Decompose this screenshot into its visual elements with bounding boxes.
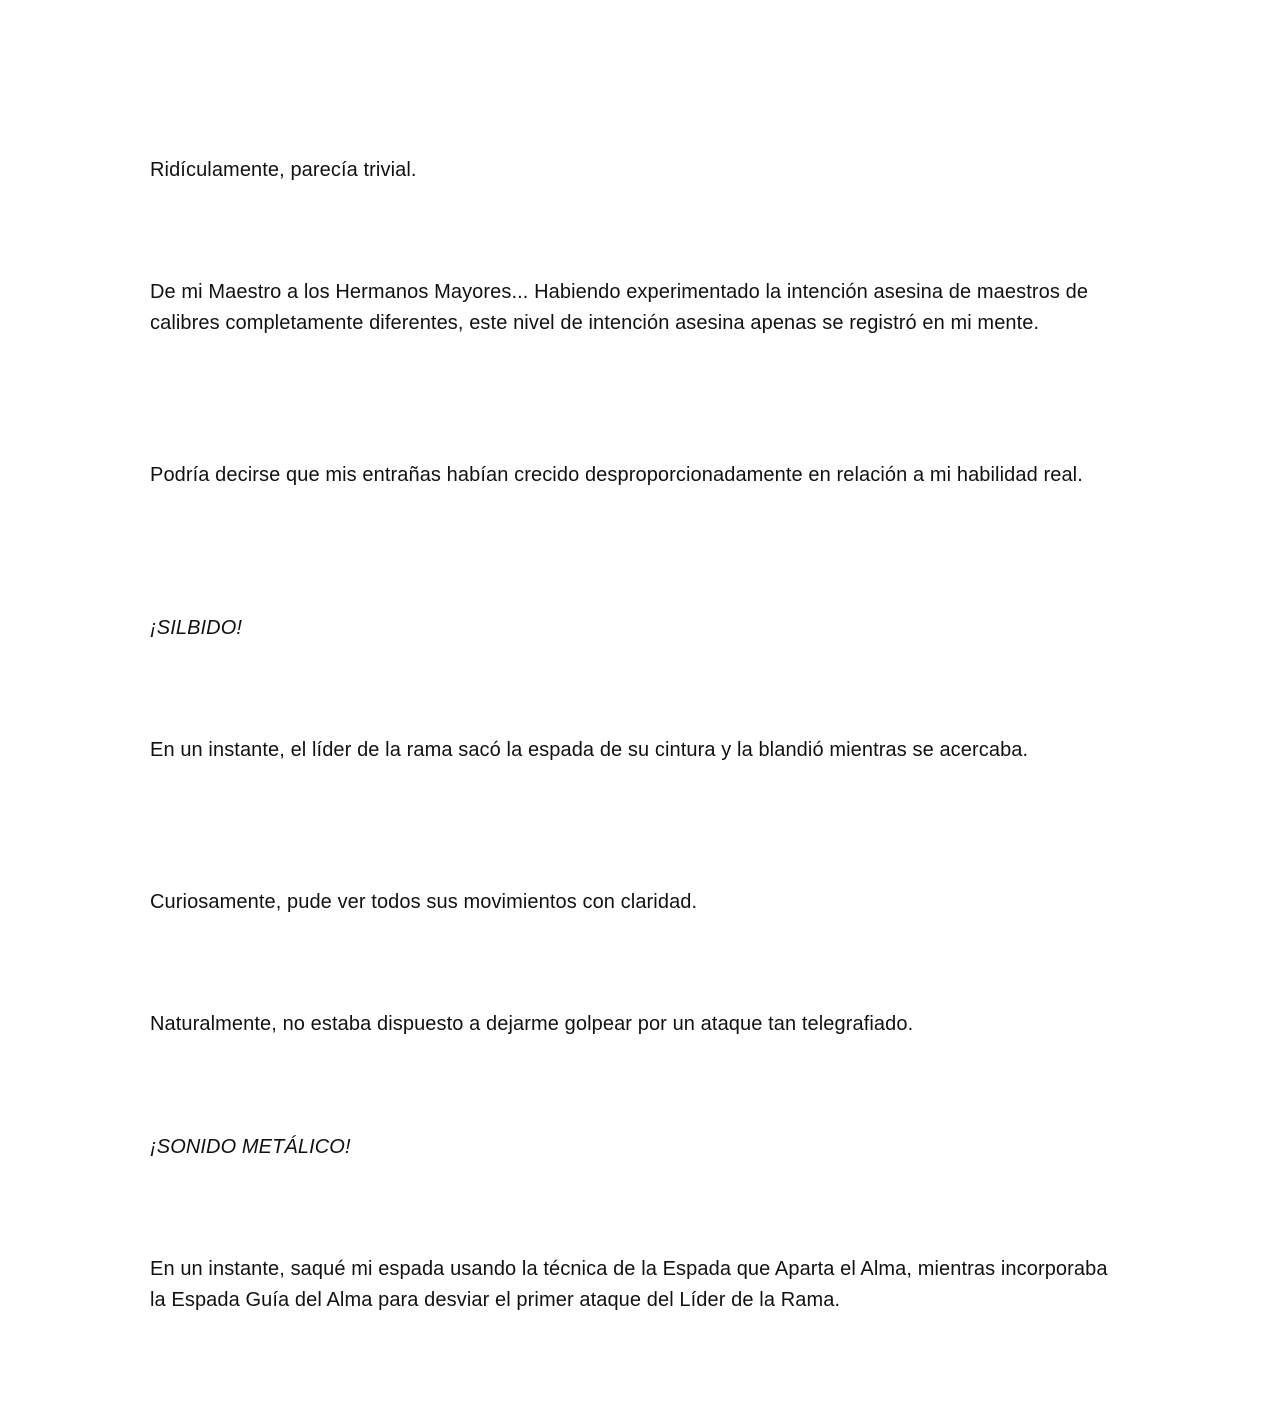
paragraph: Ridículamente, parecía trivial. bbox=[150, 159, 417, 181]
paragraph: En un instante, saqué mi espada usando la técnica de la Espada que Aparta el Alma, mientras incorporaba la Espada Guía del Alma para desviar el primer ataque del Líder de la Rama. bbox=[150, 1258, 1108, 1311]
paragraph: En un instante, el líder de la rama sacó la espada de su cintura y la blandió mientras se acercaba. bbox=[150, 739, 1029, 761]
paragraph: Naturalmente, no estaba dispuesto a dejarme golpear por un ataque tan telegrafiado. bbox=[150, 1013, 914, 1035]
paragraph: Podría decirse que mis entrañas habían crecido desproporcionadamente en relación a mi habilidad real. bbox=[150, 464, 1083, 486]
sound-effect-paragraph: ¡SILBIDO! bbox=[150, 617, 243, 639]
paragraph: De mi Maestro a los Hermanos Mayores... Habiendo experimentado la intención asesina de maestros de calibres completamente diferentes, este nivel de intención asesina apenas se registró en mi mente. bbox=[150, 281, 1089, 334]
sound-effect-paragraph: ¡SONIDO METÁLICO! bbox=[150, 1136, 351, 1158]
paragraph: Curiosamente, pude ver todos sus movimientos con claridad. bbox=[150, 891, 698, 913]
